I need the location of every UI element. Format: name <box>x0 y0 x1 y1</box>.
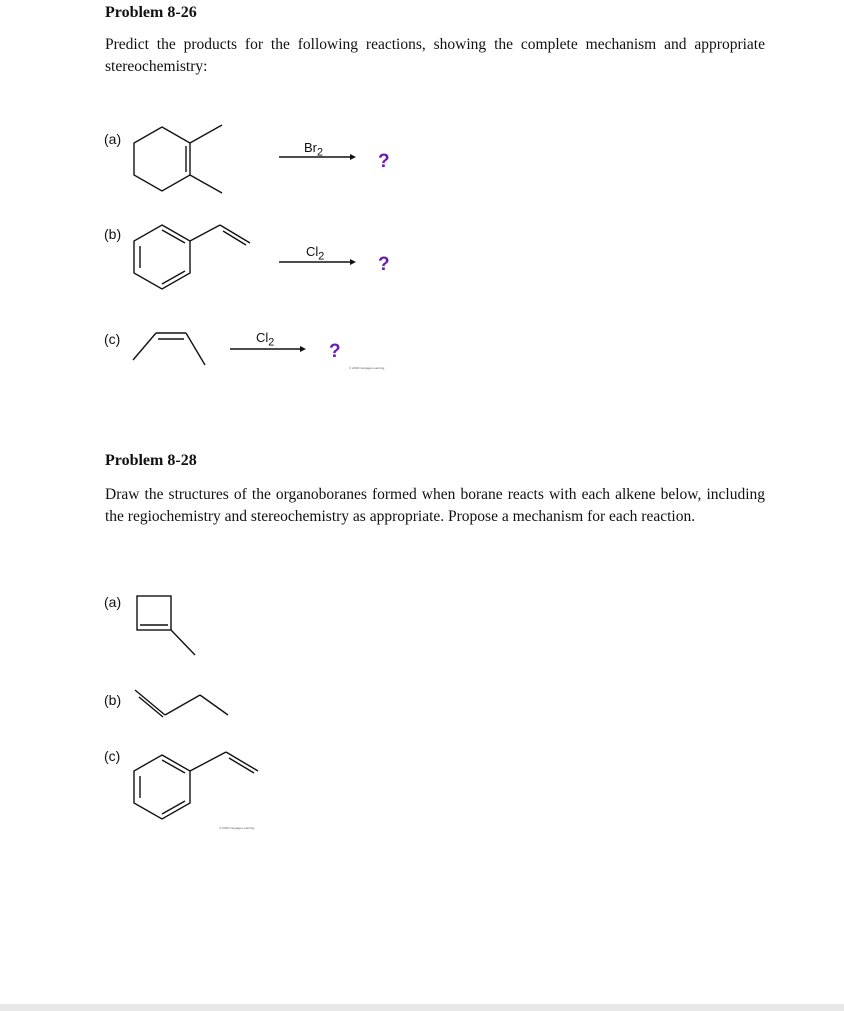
part-a-label-2: (a) <box>104 594 122 610</box>
part-a-label: (a) <box>104 131 122 147</box>
problem-8-26-text: Predict the products for the following reactions, showing the complete mechanism and appropriate stereochemistry: <box>105 36 765 75</box>
cyclobutene-structure <box>137 596 195 655</box>
problem-8-28-title: Problem 8-28 <box>105 452 197 469</box>
copyright-credit: © 2016 Cengage Learning <box>349 366 385 370</box>
reagent-a: $Br_2$ <box>304 140 324 159</box>
unknown-product-a: ? <box>378 151 390 172</box>
butene-structure-2 <box>135 690 228 717</box>
copyright-credit-2: © 2016 Cengage Learning <box>219 826 255 830</box>
reagent-b: $Cl_2$ <box>306 244 325 263</box>
styrene-structure <box>134 225 250 289</box>
part-b-label-2: (b) <box>104 692 122 708</box>
butene-structure <box>133 333 205 365</box>
problem-8-28-text: Draw the structures of the organoboranes formed when borane reacts with each alkene below, including the regiochemistry and stereochemistry as appropriate. Propose a mechanism for each reaction. <box>105 486 765 525</box>
reagent-c: $Cl_2$ <box>256 330 275 349</box>
part-c-label-2: (c) <box>104 748 121 764</box>
unknown-product-c: ? <box>329 341 341 362</box>
dimethylcyclohexene-structure <box>134 125 222 193</box>
part-c-label: (c) <box>104 331 121 347</box>
unknown-product-b: ? <box>378 254 390 275</box>
bottom-scrollbar[interactable] <box>0 1004 844 1011</box>
part-b-label: (b) <box>104 226 122 242</box>
problem-8-26-title: Problem 8-26 <box>105 4 197 21</box>
styrene-structure-2 <box>134 752 258 819</box>
